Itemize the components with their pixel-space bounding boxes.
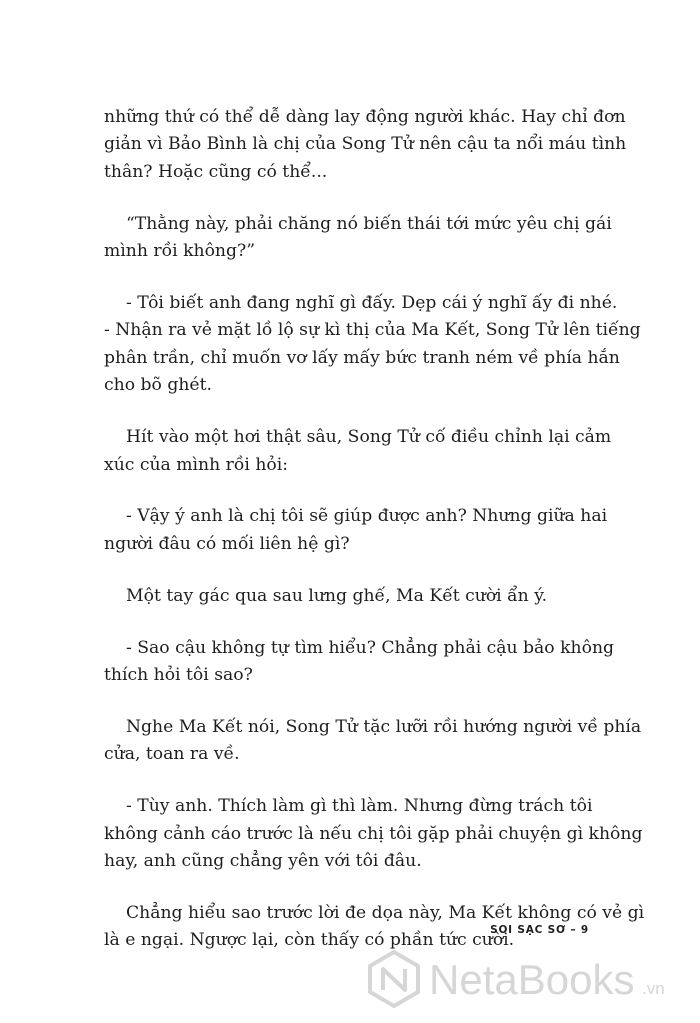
text-line: mình rồi không?” bbox=[104, 241, 255, 262]
text-line: người đâu có mối liên hệ gì? bbox=[104, 533, 350, 554]
text-line: là e ngại. Ngược lại, còn thấy có phần tức cười. bbox=[104, 930, 515, 951]
paragraph bbox=[104, 583, 596, 610]
text-line: - Tôi biết anh đang nghĩ gì đấy. Dẹp cái ý nghĩ ấy đi nhé. bbox=[126, 293, 618, 314]
text-line: Một tay gác qua sau lưng ghế, Ma Kết cười ẩn ý. bbox=[126, 585, 548, 606]
paragraph bbox=[104, 635, 615, 690]
text-line: hay, anh cũng chẳng yên với tôi đâu. bbox=[104, 851, 422, 872]
text-line: thích hỏi tôi sao? bbox=[104, 665, 253, 686]
text-line: những thứ có thể dễ dàng lay động người khác. Hay chỉ đơn bbox=[104, 107, 626, 127]
text-line: “Thằng này, phải chăng nó biến thái tới mức yêu chị gái bbox=[126, 213, 612, 234]
text-line: cho bõ ghét. bbox=[104, 375, 212, 396]
text-line: - Tùy anh. Thích làm gì thì làm. Nhưng đừng trách tôi bbox=[126, 796, 593, 817]
watermark-suffix: .vn bbox=[642, 979, 665, 998]
text-line: - Nhận ra vẻ mặt lồ lộ sự kì thị của Ma Kết, Song Tử lên tiếng bbox=[104, 320, 641, 341]
text-line: - Sao cậu không tự tìm hiểu? Chẳng phải cậu bảo không bbox=[126, 637, 615, 658]
paragraph bbox=[104, 793, 643, 875]
page-body bbox=[104, 104, 645, 979]
paragraph bbox=[104, 290, 641, 400]
text-line: Chẳng hiểu sao trước lời đe dọa này, Ma Kết không có vẻ gì bbox=[126, 903, 645, 924]
text-line: Hít vào một hơi thật sâu, Song Tử cố điều chỉnh lại cảm bbox=[126, 427, 612, 448]
paragraph bbox=[104, 104, 627, 186]
running-footer: SOI SẠC SƠ – 9 bbox=[490, 924, 589, 936]
paragraph bbox=[104, 211, 612, 266]
text-line: cửa, toan ra về. bbox=[104, 744, 240, 765]
text-line: không cảnh cáo trước là nếu chị tôi gặp phải chuyện gì không bbox=[104, 823, 643, 844]
paragraph bbox=[104, 503, 608, 558]
text-line: - Vậy ý anh là chị tôi sẽ giúp được anh? Nhưng giữa hai bbox=[126, 506, 608, 527]
text-line: thân? Hoặc cũng có thể... bbox=[104, 161, 328, 182]
text-line: Nghe Ma Kết nói, Song Tử tặc lưỡi rồi hướng người về phía bbox=[126, 717, 642, 737]
netabooks-logo-icon bbox=[370, 952, 418, 1006]
netabooks-watermark bbox=[366, 948, 676, 1014]
text-line: phân trần, chỉ muốn vơ lấy mấy bức tranh ném về phía hắn bbox=[104, 347, 620, 368]
paragraph bbox=[104, 714, 642, 769]
watermark-brand: NetaBooks bbox=[429, 956, 635, 1003]
text-line: giản vì Bảo Bình là chị của Song Tử nên cậu ta nổi máu tình bbox=[104, 134, 627, 155]
paragraph bbox=[104, 424, 612, 479]
text-line: xúc của mình rồi hỏi: bbox=[104, 454, 289, 475]
